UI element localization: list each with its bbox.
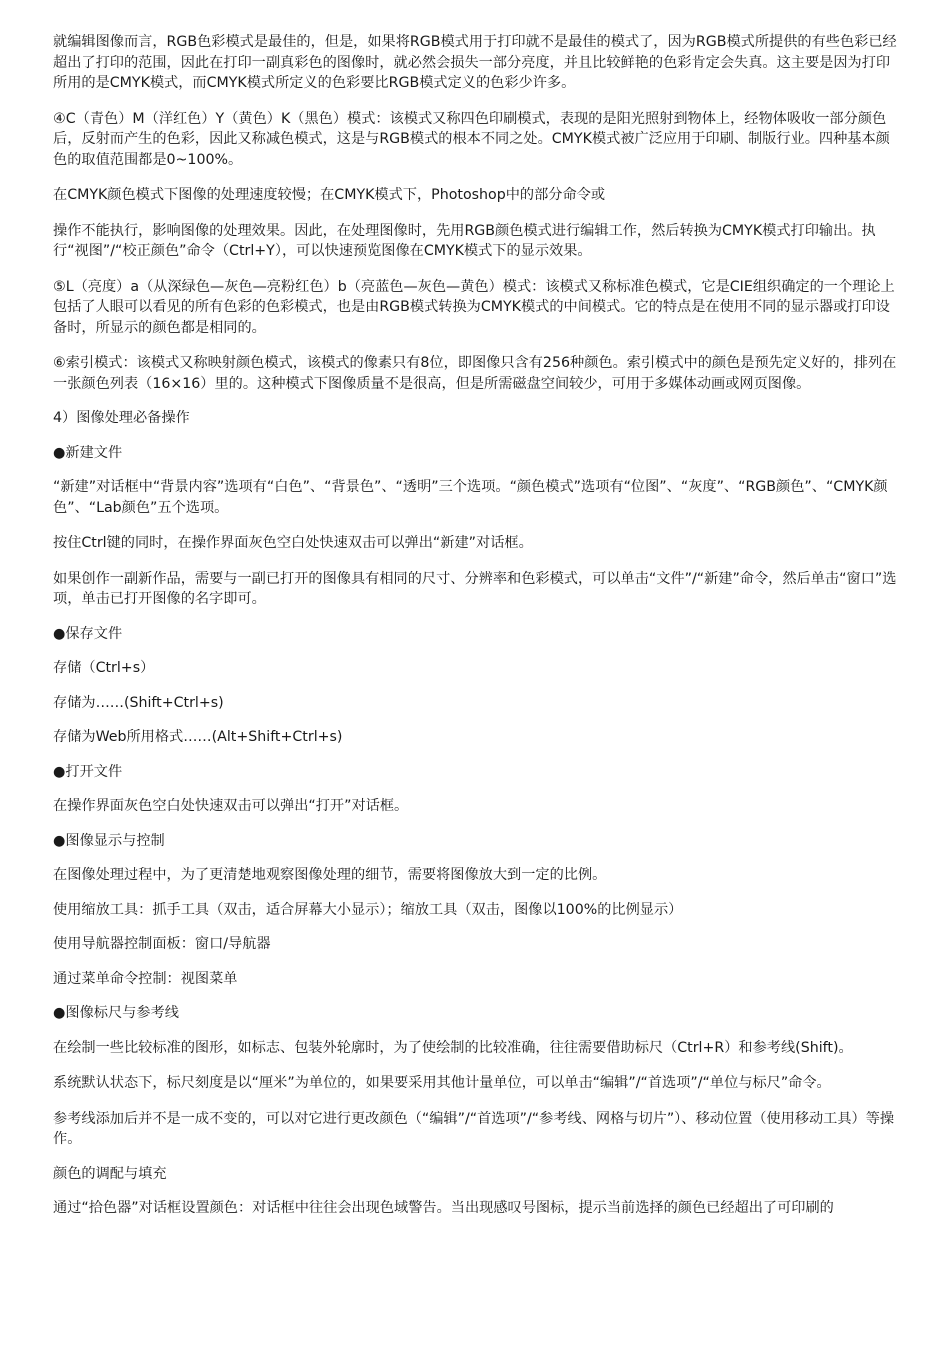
paragraph-rgb-printing: 就编辑图像而言，RGB色彩模式是最佳的，但是，如果将RGB模式用于打印就不是最佳的模式了，因为RGB模式所提供的有些色彩已经超出了打印的范围，因此在打印一副真彩色的图像时，就必然会损失一部分亮度，并且比较鲜艳的色彩肯定会失真。这主要是因为打印所用的是CMYK模式，而CMYK模式所定义的色彩要比RGB模式定义的色彩少许多。 <box>53 34 897 91</box>
paragraph-ruler-usage: 在绘制一些比较标准的图形，如标志、包装外轮廓时，为了使绘制的比较准确，往往需要借助标尺（Ctrl+R）和参考线(Shift)。 <box>53 1039 853 1056</box>
bullet-heading-new-file: ●新建文件 <box>53 444 123 461</box>
paragraph-zoom-detail: 在图像处理过程中，为了更清楚地观察图像处理的细节，需要将图像放大到一定的比例。 <box>53 867 607 883</box>
paragraph-match-open-image: 如果创作一副新作品，需要与一副已打开的图像具有相同的尺寸、分辨率和色彩模式，可以单击“文件”/“新建”命令，然后单击“窗口”选项，单击已打开图像的名字即可。 <box>53 570 897 607</box>
shortcut-save: 存储（Ctrl+s） <box>53 660 155 676</box>
paragraph-navigator-panel: 使用导航器控制面板：窗口/导航器 <box>53 936 271 952</box>
bullet-heading-save-file: ●保存文件 <box>53 625 123 642</box>
bullet-heading-open-file: ●打开文件 <box>53 763 123 780</box>
paragraph-open-dialog: 在操作界面灰色空白处快速双击可以弹出“打开”对话框。 <box>53 798 409 814</box>
paragraph-lab-mode: ⑤L（亮度）a（从深绿色—灰色—亮粉红色）b（亮蓝色—灰色—黄色）模式：该模式又称标准色模式，它是CIE组织确定的一个理论上包括了人眼可以看见的所有色彩的色彩模式，也是由RGB模式转换为CMYK模式的中间模式。它的特点是在使用不同的显示器或打印设备时，所显示的颜色都是相同的。 <box>53 278 895 336</box>
paragraph-indexed-mode: ⑥索引模式：该模式又称映射颜色模式，该模式的像素只有8位，即图像只含有256种颜色。索引模式中的颜色是预先定义好的，排列在一张颜色列表（16×16）里的。这种模式下图像质量不是很高，但是所需磁盘空间较少，可用于多媒体动画或网页图像。 <box>53 355 897 392</box>
paragraph-ctrl-double-click: 按住Ctrl键的同时，在操作界面灰色空白处快速双击可以弹出“新建”对话框。 <box>53 535 533 551</box>
paragraph-new-dialog-options: “新建”对话框中“背景内容”选项有“白色”、“背景色”、“透明”三个选项。“颜色模式”选项有“位图”、“灰度”、“RGB颜色”、“CMYK颜色”、“Lab颜色”五个选项。 <box>53 479 888 516</box>
section-heading-image-ops: 4）图像处理必备操作 <box>53 410 190 426</box>
paragraph-view-menu: 通过菜单命令控制：视图菜单 <box>53 970 238 987</box>
paragraph-cmyk-speed: 在CMYK颜色模式下图像的处理速度较慢；在CMYK模式下，Photoshop中的部分命令或 <box>53 187 606 203</box>
paragraph-zoom-tools: 使用缩放工具：抓手工具（双击，适合屏幕大小显示）；缩放工具（双击，图像以100%的比例显示） <box>53 901 683 918</box>
section-heading-color-fill: 颜色的调配与填充 <box>53 1165 167 1182</box>
paragraph-guide-edit: 参考线添加后并不是一成不变的，可以对它进行更改颜色（“编辑”/“首选项”/“参考线、网格与切片”）、移动位置（使用移动工具）等操作。 <box>53 1110 895 1147</box>
bullet-heading-display-control: ●图像显示与控制 <box>53 832 165 849</box>
paragraph-cmyk-mode: ④C（青色）M（洋红色）Y（黄色）K（黑色）模式：该模式又称四色印刷模式，表现的是阳光照射到物体上，经物体吸收一部分颜色后，反射而产生的色彩，因此又称减色模式，这是与RGB模式的根本不同之处。CMYK模式被广泛应用于印刷、制版行业。四种基本颜色的取值范围都是0~100%。 <box>53 110 890 168</box>
bullet-heading-rulers-guides: ●图像标尺与参考线 <box>53 1005 179 1021</box>
paragraph-color-picker: 通过“拾色器”对话框设置颜色：对话框中往往会出现色域警告。当出现感叹号图标，提示当前选择的颜色已经超出了可印刷的 <box>53 1200 834 1216</box>
document-page <box>53 32 903 1219</box>
shortcut-save-as: 存储为……(Shift+Ctrl+s) <box>53 694 224 711</box>
paragraph-ruler-units: 系统默认状态下，标尺刻度是以“厘米”为单位的，如果要采用其他计量单位，可以单击“编辑”/“首选项”/“单位与标尺”命令。 <box>53 1075 831 1091</box>
shortcut-save-for-web: 存储为Web所用格式……(Alt+Shift+Ctrl+s) <box>53 729 343 745</box>
paragraph-cmyk-operations: 操作不能执行，影响图像的处理效果。因此，在处理图像时，先用RGB颜色模式进行编辑工作，然后转换为CMYK模式打印输出。执行“视图”/“校正颜色”命令（Ctrl+Y），可以快速预览图像在CMYK模式下的显示效果。 <box>53 222 876 259</box>
